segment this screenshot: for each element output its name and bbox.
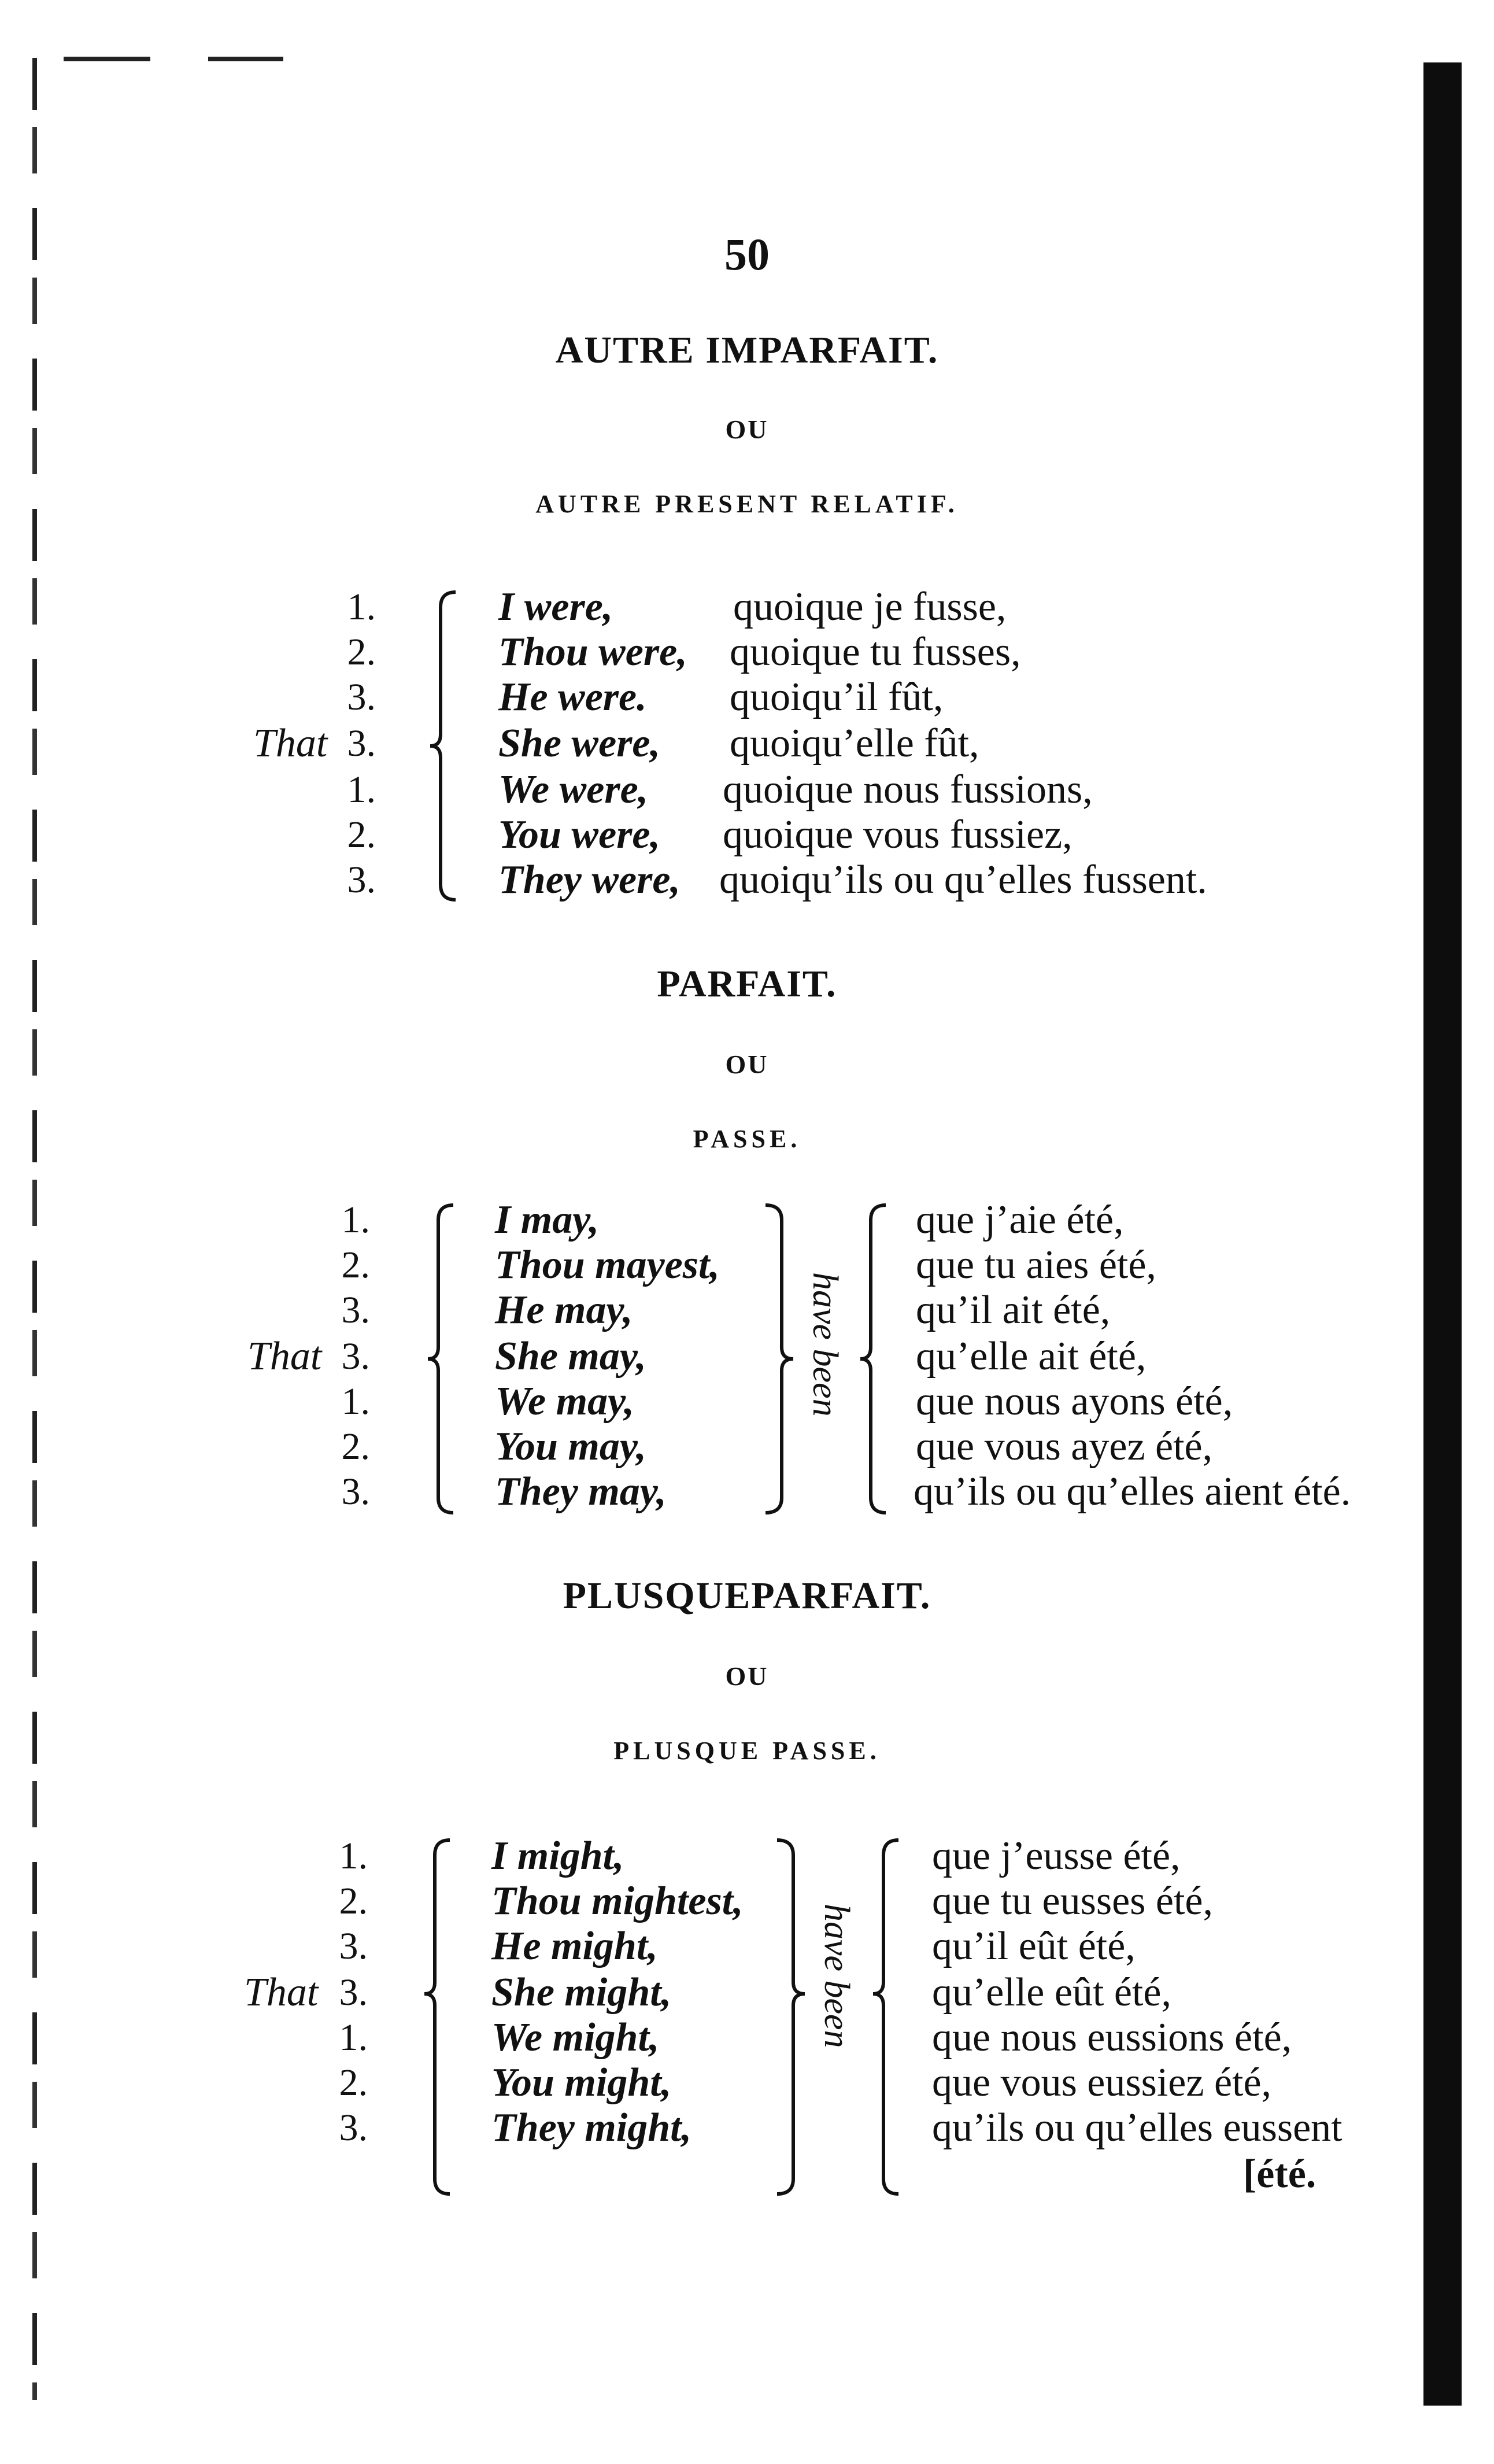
french-form: quoique vous fussiez, <box>723 812 1073 857</box>
french-form: quoiqu’il fût, <box>730 675 944 719</box>
french-form: que vous ayez été, <box>916 1424 1213 1469</box>
person-number: 1. <box>347 769 376 811</box>
english-form: He might, <box>491 1924 658 1968</box>
page-number: 50 <box>724 229 770 279</box>
english-form: We were, <box>498 767 649 812</box>
section-title: AUTRE IMPARFAIT. <box>555 329 939 371</box>
english-form: They were, <box>498 858 681 902</box>
french-form: quoiqu’ils ou qu’elles fussent. <box>719 858 1207 902</box>
french-form: quoique nous fussions, <box>723 767 1093 812</box>
that-label: That <box>247 1334 322 1379</box>
person-number: 2. <box>341 1244 370 1286</box>
person-number: 2. <box>341 1425 370 1468</box>
english-form: You may, <box>495 1424 646 1469</box>
person-number: 3. <box>341 1471 370 1513</box>
english-form: Thou mightest, <box>491 1879 744 1923</box>
person-number: 3. <box>339 1925 368 1967</box>
english-form: You were, <box>498 812 660 857</box>
top-edge-mark <box>208 57 283 61</box>
person-number: 1. <box>341 1199 370 1241</box>
french-form: quoique je fusse, <box>733 585 1007 629</box>
section-or: OU <box>725 1050 769 1079</box>
that-label: That <box>253 721 328 766</box>
french-form: qu’ils ou qu’elles aient été. <box>914 1469 1351 1514</box>
french-form: qu’ils ou qu’elles eussent <box>932 2105 1343 2150</box>
french-form: que tu eusses été, <box>932 1879 1213 1923</box>
left-page-edge <box>32 58 37 2400</box>
english-form: She may, <box>495 1334 646 1379</box>
french-form: qu’il ait été, <box>916 1288 1111 1332</box>
section-subtitle: PASSE. <box>693 1125 801 1153</box>
english-form: They might, <box>491 2105 692 2150</box>
french-form: qu’elle ait été, <box>916 1334 1147 1379</box>
person-number: 3. <box>339 2107 368 2149</box>
person-number: 1. <box>341 1380 370 1423</box>
english-form: I may, <box>495 1198 600 1242</box>
person-number: 2. <box>347 814 376 856</box>
person-number: 3. <box>347 859 376 901</box>
auxiliary-label: have been <box>817 1904 856 2048</box>
person-number: 2. <box>347 631 376 673</box>
english-form: She were, <box>498 721 660 766</box>
english-form: Thou mayest, <box>495 1243 720 1287</box>
section-title: PARFAIT. <box>657 963 837 1005</box>
english-form: We might, <box>491 2015 660 2060</box>
person-number: 1. <box>347 586 376 628</box>
that-label: That <box>244 1970 319 2015</box>
person-number: 1. <box>339 1835 368 1877</box>
english-form: She might, <box>491 1970 672 2015</box>
english-form: Thou were, <box>498 630 687 674</box>
english-form: You might, <box>491 2060 672 2105</box>
english-form: He were. <box>498 675 647 719</box>
person-number: 3. <box>341 1335 370 1377</box>
person-number: 1. <box>339 2016 368 2059</box>
english-form: He may, <box>495 1288 633 1332</box>
person-number: 2. <box>339 2062 368 2104</box>
french-form: quoique tu fusses, <box>730 630 1021 674</box>
section-title: PLUSQUEPARFAIT. <box>563 1575 931 1617</box>
line-continuation: [été. <box>1243 2152 1317 2196</box>
french-form: que nous eussions été, <box>932 2015 1292 2060</box>
french-form: que vous eussiez été, <box>932 2060 1272 2105</box>
top-edge-mark <box>64 57 150 61</box>
french-form: quoiqu’elle fût, <box>730 721 979 766</box>
english-form: We may, <box>495 1379 635 1424</box>
english-form: I might, <box>491 1834 624 1878</box>
person-number: 3. <box>341 1289 370 1331</box>
english-form: I were, <box>498 585 613 629</box>
french-form: que j’aie été, <box>916 1198 1124 1242</box>
french-form: que nous ayons été, <box>916 1379 1233 1424</box>
french-form: qu’elle eût été, <box>932 1970 1171 2015</box>
english-form: They may, <box>495 1469 667 1514</box>
section-subtitle: PLUSQUE PASSE. <box>613 1737 881 1765</box>
person-number: 3. <box>339 1971 368 2014</box>
french-form: que tu aies été, <box>916 1243 1156 1287</box>
section-or: OU <box>725 1661 769 1691</box>
person-number: 3. <box>347 676 376 718</box>
french-form: que j’eusse été, <box>932 1834 1181 1878</box>
auxiliary-label: have been <box>805 1272 845 1417</box>
section-or: OU <box>725 415 769 444</box>
person-number: 2. <box>339 1880 368 1922</box>
french-form: qu’il eût été, <box>932 1924 1136 1968</box>
person-number: 3. <box>347 722 376 764</box>
section-subtitle: AUTRE PRESENT RELATIF. <box>535 490 959 518</box>
